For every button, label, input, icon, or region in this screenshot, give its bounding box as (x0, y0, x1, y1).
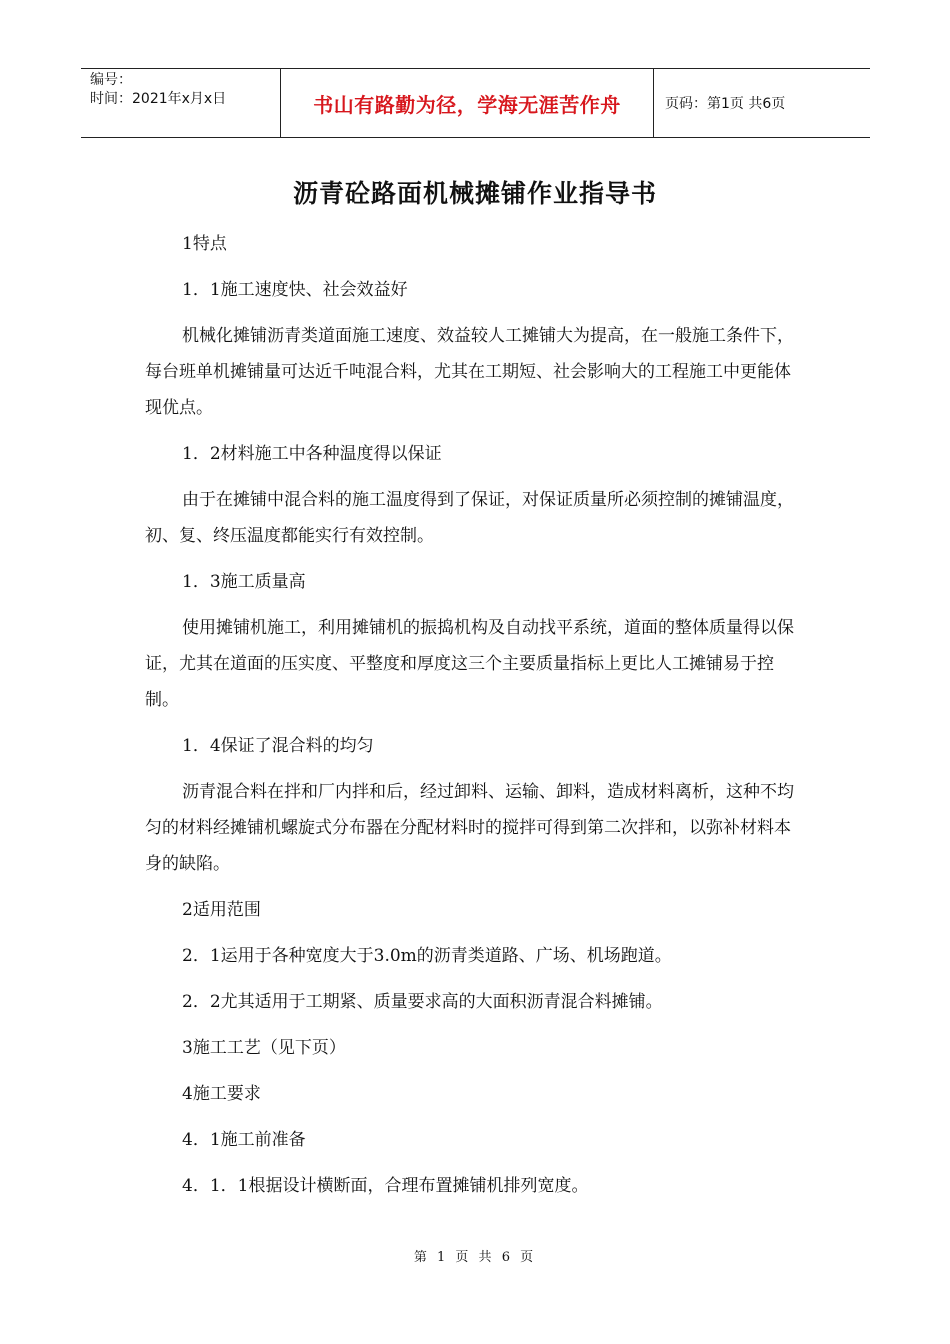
body-paragraph: 使用摊铺机施工，利用摊铺机的振捣机构及自动找平系统，道面的整体质量得以保证，尤其在道面的压实度、平整度和厚度这三个主要质量指标上更比人工摊铺易于控制。 (145, 618, 794, 710)
document-time-label: 时间：2021年x月x日 (90, 91, 227, 107)
section-heading: 3施工工艺（见下页） (182, 1038, 346, 1058)
section-heading: 4．1施工前准备 (182, 1130, 306, 1150)
section-heading: 1．3施工质量高 (182, 572, 306, 592)
document-number-label: 编号： (90, 72, 132, 88)
section-heading: 2．2尤其适用于工期紧、质量要求高的大面积沥青混合料摊铺。 (182, 992, 663, 1012)
document-header (81, 68, 870, 138)
page-footer: 第 1 页 共 6 页 (413, 1250, 537, 1265)
section-heading: 1．1施工速度快、社会效益好 (182, 280, 408, 300)
document-title: 沥青砼路面机械摊铺作业指导书 (292, 179, 657, 208)
section-heading: 4施工要求 (182, 1084, 261, 1104)
section-heading: 1特点 (182, 234, 227, 254)
document-body (145, 226, 805, 1214)
section-heading: 4．1．1根据设计横断面，合理布置摊铺机排列宽度。 (182, 1176, 589, 1196)
header-meta (81, 69, 281, 137)
section-heading: 2．1运用于各种宽度大于3.0m的沥青类道路、广场、机场跑道。 (182, 946, 672, 966)
body-paragraph: 沥青混合料在拌和厂内拌和后，经过卸料、运输、卸料，造成材料离析，这种不均匀的材料经摊铺机螺旋式分布器在分配材料时的搅拌可得到第二次拌和，以弥补材料本身的缺陷。 (145, 782, 794, 874)
section-heading: 2适用范围 (182, 900, 261, 920)
body-paragraph: 由于在摊铺中混合料的施工温度得到了保证，对保证质量所必须控制的摊铺温度，初、复、终压温度都能实行有效控制。 (145, 490, 794, 546)
header-motto: 书山有路勤为径，学海无涯苦作舟 (281, 69, 654, 137)
header-page-number: 页码：第1页 共6页 (665, 96, 786, 112)
section-heading: 1．2材料施工中各种温度得以保证 (182, 444, 442, 464)
section-heading: 1．4保证了混合料的均匀 (182, 736, 374, 756)
body-paragraph: 机械化摊铺沥青类道面施工速度、效益较人工摊铺大为提高，在一般施工条件下，每台班单机摊铺量可达近千吨混合料，尤其在工期短、社会影响大的工程施工中更能体现优点。 (145, 326, 794, 418)
